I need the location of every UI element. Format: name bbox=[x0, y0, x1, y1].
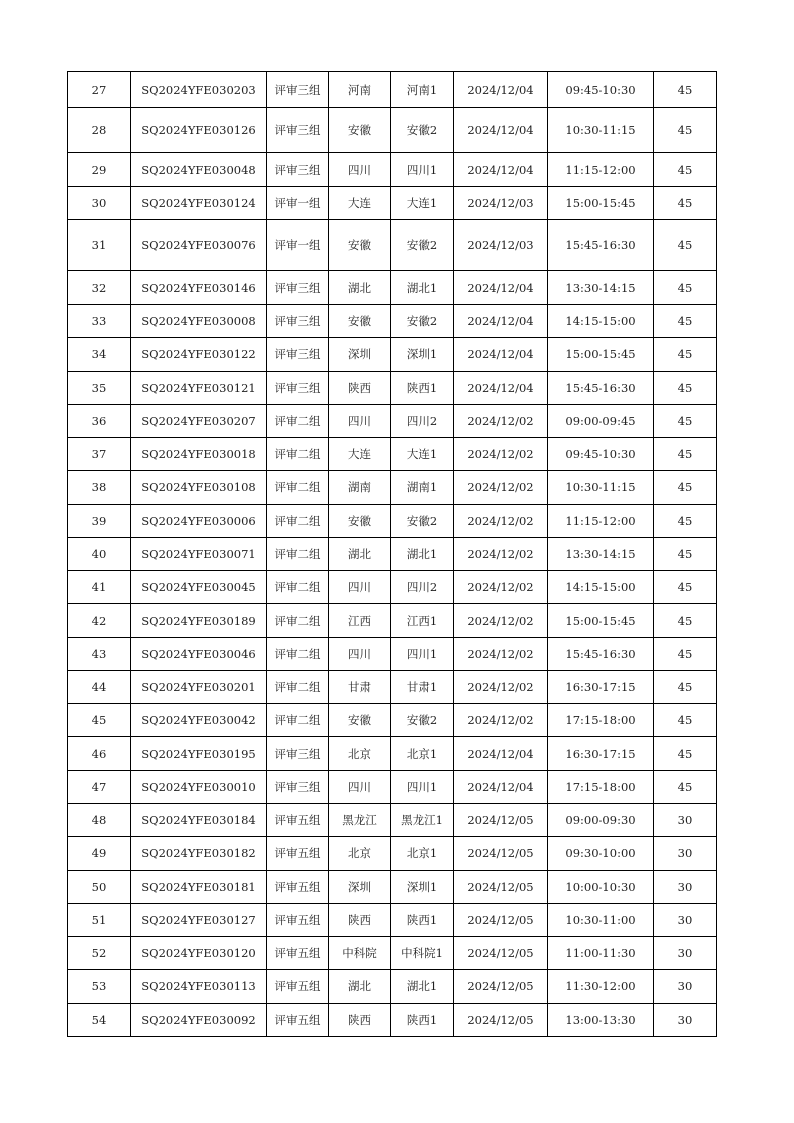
duration-minutes-cell: 45 bbox=[654, 438, 717, 471]
review-group-cell: 评审二组 bbox=[267, 438, 329, 471]
region-slot-cell: 湖北1 bbox=[391, 271, 454, 305]
project-id-cell: SQ2024YFE030203 bbox=[131, 72, 267, 108]
duration-minutes-cell: 30 bbox=[654, 937, 717, 970]
table-row bbox=[68, 970, 717, 1003]
duration-minutes-cell: 45 bbox=[654, 471, 717, 504]
region-slot-cell: 陕西1 bbox=[391, 371, 454, 404]
project-id-cell: SQ2024YFE030184 bbox=[131, 803, 267, 836]
review-group-cell: 评审三组 bbox=[267, 153, 329, 187]
review-date-cell: 2024/12/03 bbox=[454, 187, 548, 220]
table-row bbox=[68, 803, 717, 836]
review-date-cell: 2024/12/02 bbox=[454, 571, 548, 604]
table-row bbox=[68, 837, 717, 870]
region-cell: 安徽 bbox=[329, 108, 391, 153]
table-row bbox=[68, 937, 717, 970]
region-cell: 陕西 bbox=[329, 903, 391, 936]
region-slot-cell: 陕西1 bbox=[391, 903, 454, 936]
time-slot-cell: 15:00-15:45 bbox=[548, 338, 654, 371]
time-slot-cell: 09:00-09:45 bbox=[548, 404, 654, 437]
table-row bbox=[68, 604, 717, 637]
time-slot-cell: 10:30-11:15 bbox=[548, 108, 654, 153]
table-row bbox=[68, 305, 717, 338]
table-row bbox=[68, 438, 717, 471]
region-cell: 湖北 bbox=[329, 271, 391, 305]
region-slot-cell: 安徽2 bbox=[391, 704, 454, 737]
region-slot-cell: 安徽2 bbox=[391, 108, 454, 153]
review-group-cell: 评审二组 bbox=[267, 604, 329, 637]
review-group-cell: 评审三组 bbox=[267, 271, 329, 305]
review-group-cell: 评审二组 bbox=[267, 637, 329, 670]
region-cell: 深圳 bbox=[329, 338, 391, 371]
project-id-cell: SQ2024YFE030121 bbox=[131, 371, 267, 404]
region-slot-cell: 北京1 bbox=[391, 737, 454, 770]
time-slot-cell: 11:30-12:00 bbox=[548, 970, 654, 1003]
table-row bbox=[68, 220, 717, 271]
project-id-cell: SQ2024YFE030124 bbox=[131, 187, 267, 220]
region-cell: 大连 bbox=[329, 187, 391, 220]
review-group-cell: 评审五组 bbox=[267, 803, 329, 836]
time-slot-cell: 09:30-10:00 bbox=[548, 837, 654, 870]
review-group-cell: 评审二组 bbox=[267, 704, 329, 737]
region-cell: 安徽 bbox=[329, 504, 391, 537]
schedule-table bbox=[67, 71, 717, 1037]
region-cell: 陕西 bbox=[329, 371, 391, 404]
table-row bbox=[68, 704, 717, 737]
review-date-cell: 2024/12/05 bbox=[454, 970, 548, 1003]
time-slot-cell: 15:45-16:30 bbox=[548, 220, 654, 271]
review-date-cell: 2024/12/05 bbox=[454, 1003, 548, 1036]
region-slot-cell: 安徽2 bbox=[391, 504, 454, 537]
duration-minutes-cell: 45 bbox=[654, 504, 717, 537]
duration-minutes-cell: 45 bbox=[654, 571, 717, 604]
time-slot-cell: 13:30-14:15 bbox=[548, 537, 654, 570]
review-group-cell: 评审二组 bbox=[267, 670, 329, 703]
region-slot-cell: 深圳1 bbox=[391, 338, 454, 371]
review-group-cell: 评审三组 bbox=[267, 305, 329, 338]
duration-minutes-cell: 30 bbox=[654, 903, 717, 936]
region-slot-cell: 甘肃1 bbox=[391, 670, 454, 703]
duration-minutes-cell: 45 bbox=[654, 371, 717, 404]
table-row bbox=[68, 153, 717, 187]
review-group-cell: 评审五组 bbox=[267, 1003, 329, 1036]
region-slot-cell: 四川2 bbox=[391, 571, 454, 604]
region-cell: 安徽 bbox=[329, 704, 391, 737]
review-group-cell: 评审五组 bbox=[267, 903, 329, 936]
review-date-cell: 2024/12/04 bbox=[454, 305, 548, 338]
region-cell: 安徽 bbox=[329, 220, 391, 271]
project-id-cell: SQ2024YFE030120 bbox=[131, 937, 267, 970]
region-cell: 北京 bbox=[329, 837, 391, 870]
region-slot-cell: 四川1 bbox=[391, 770, 454, 803]
duration-minutes-cell: 45 bbox=[654, 153, 717, 187]
duration-minutes-cell: 30 bbox=[654, 970, 717, 1003]
row-number-cell: 41 bbox=[68, 571, 131, 604]
region-slot-cell: 大连1 bbox=[391, 187, 454, 220]
table-row bbox=[68, 271, 717, 305]
time-slot-cell: 11:00-11:30 bbox=[548, 937, 654, 970]
project-id-cell: SQ2024YFE030127 bbox=[131, 903, 267, 936]
table-row bbox=[68, 903, 717, 936]
duration-minutes-cell: 45 bbox=[654, 537, 717, 570]
review-date-cell: 2024/12/02 bbox=[454, 537, 548, 570]
time-slot-cell: 17:15-18:00 bbox=[548, 704, 654, 737]
review-date-cell: 2024/12/04 bbox=[454, 153, 548, 187]
duration-minutes-cell: 45 bbox=[654, 604, 717, 637]
project-id-cell: SQ2024YFE030126 bbox=[131, 108, 267, 153]
review-group-cell: 评审五组 bbox=[267, 837, 329, 870]
row-number-cell: 42 bbox=[68, 604, 131, 637]
review-date-cell: 2024/12/05 bbox=[454, 937, 548, 970]
review-group-cell: 评审五组 bbox=[267, 970, 329, 1003]
review-date-cell: 2024/12/05 bbox=[454, 837, 548, 870]
time-slot-cell: 09:45-10:30 bbox=[548, 438, 654, 471]
region-cell: 四川 bbox=[329, 404, 391, 437]
project-id-cell: SQ2024YFE030092 bbox=[131, 1003, 267, 1036]
time-slot-cell: 15:00-15:45 bbox=[548, 604, 654, 637]
time-slot-cell: 16:30-17:15 bbox=[548, 670, 654, 703]
row-number-cell: 54 bbox=[68, 1003, 131, 1036]
duration-minutes-cell: 30 bbox=[654, 870, 717, 903]
time-slot-cell: 09:45-10:30 bbox=[548, 72, 654, 108]
project-id-cell: SQ2024YFE030189 bbox=[131, 604, 267, 637]
row-number-cell: 34 bbox=[68, 338, 131, 371]
region-cell: 大连 bbox=[329, 438, 391, 471]
region-slot-cell: 中科院1 bbox=[391, 937, 454, 970]
review-group-cell: 评审二组 bbox=[267, 537, 329, 570]
time-slot-cell: 14:15-15:00 bbox=[548, 305, 654, 338]
row-number-cell: 36 bbox=[68, 404, 131, 437]
table-row bbox=[68, 571, 717, 604]
region-slot-cell: 湖北1 bbox=[391, 970, 454, 1003]
row-number-cell: 35 bbox=[68, 371, 131, 404]
project-id-cell: SQ2024YFE030008 bbox=[131, 305, 267, 338]
region-slot-cell: 北京1 bbox=[391, 837, 454, 870]
review-date-cell: 2024/12/05 bbox=[454, 803, 548, 836]
review-date-cell: 2024/12/02 bbox=[454, 438, 548, 471]
review-date-cell: 2024/12/04 bbox=[454, 371, 548, 404]
region-cell: 湖南 bbox=[329, 471, 391, 504]
review-group-cell: 评审三组 bbox=[267, 371, 329, 404]
review-group-cell: 评审三组 bbox=[267, 72, 329, 108]
row-number-cell: 43 bbox=[68, 637, 131, 670]
project-id-cell: SQ2024YFE030046 bbox=[131, 637, 267, 670]
region-cell: 黑龙江 bbox=[329, 803, 391, 836]
row-number-cell: 50 bbox=[68, 870, 131, 903]
time-slot-cell: 17:15-18:00 bbox=[548, 770, 654, 803]
table-row bbox=[68, 72, 717, 108]
duration-minutes-cell: 45 bbox=[654, 271, 717, 305]
time-slot-cell: 15:45-16:30 bbox=[548, 371, 654, 404]
row-number-cell: 31 bbox=[68, 220, 131, 271]
time-slot-cell: 14:15-15:00 bbox=[548, 571, 654, 604]
review-group-cell: 评审三组 bbox=[267, 737, 329, 770]
region-cell: 深圳 bbox=[329, 870, 391, 903]
region-slot-cell: 安徽2 bbox=[391, 220, 454, 271]
project-id-cell: SQ2024YFE030195 bbox=[131, 737, 267, 770]
table-row bbox=[68, 504, 717, 537]
row-number-cell: 27 bbox=[68, 72, 131, 108]
review-date-cell: 2024/12/05 bbox=[454, 903, 548, 936]
duration-minutes-cell: 30 bbox=[654, 803, 717, 836]
review-date-cell: 2024/12/02 bbox=[454, 704, 548, 737]
project-id-cell: SQ2024YFE030201 bbox=[131, 670, 267, 703]
duration-minutes-cell: 45 bbox=[654, 305, 717, 338]
row-number-cell: 29 bbox=[68, 153, 131, 187]
time-slot-cell: 10:30-11:15 bbox=[548, 471, 654, 504]
row-number-cell: 53 bbox=[68, 970, 131, 1003]
duration-minutes-cell: 45 bbox=[654, 404, 717, 437]
region-slot-cell: 陕西1 bbox=[391, 1003, 454, 1036]
duration-minutes-cell: 30 bbox=[654, 837, 717, 870]
region-cell: 北京 bbox=[329, 737, 391, 770]
time-slot-cell: 11:15-12:00 bbox=[548, 504, 654, 537]
table-row bbox=[68, 187, 717, 220]
row-number-cell: 40 bbox=[68, 537, 131, 570]
time-slot-cell: 15:45-16:30 bbox=[548, 637, 654, 670]
review-date-cell: 2024/12/03 bbox=[454, 220, 548, 271]
table-row bbox=[68, 404, 717, 437]
row-number-cell: 32 bbox=[68, 271, 131, 305]
duration-minutes-cell: 45 bbox=[654, 670, 717, 703]
table-row bbox=[68, 1003, 717, 1036]
region-slot-cell: 湖北1 bbox=[391, 537, 454, 570]
table-row bbox=[68, 670, 717, 703]
project-id-cell: SQ2024YFE030181 bbox=[131, 870, 267, 903]
row-number-cell: 39 bbox=[68, 504, 131, 537]
table-row bbox=[68, 338, 717, 371]
project-id-cell: SQ2024YFE030010 bbox=[131, 770, 267, 803]
review-group-cell: 评审五组 bbox=[267, 870, 329, 903]
project-id-cell: SQ2024YFE030045 bbox=[131, 571, 267, 604]
review-date-cell: 2024/12/04 bbox=[454, 737, 548, 770]
project-id-cell: SQ2024YFE030076 bbox=[131, 220, 267, 271]
table-row bbox=[68, 537, 717, 570]
region-slot-cell: 湖南1 bbox=[391, 471, 454, 504]
review-group-cell: 评审三组 bbox=[267, 770, 329, 803]
project-id-cell: SQ2024YFE030122 bbox=[131, 338, 267, 371]
table-row bbox=[68, 637, 717, 670]
row-number-cell: 49 bbox=[68, 837, 131, 870]
time-slot-cell: 10:30-11:00 bbox=[548, 903, 654, 936]
review-date-cell: 2024/12/04 bbox=[454, 108, 548, 153]
review-date-cell: 2024/12/02 bbox=[454, 604, 548, 637]
region-cell: 江西 bbox=[329, 604, 391, 637]
table-row bbox=[68, 737, 717, 770]
project-id-cell: SQ2024YFE030182 bbox=[131, 837, 267, 870]
time-slot-cell: 09:00-09:30 bbox=[548, 803, 654, 836]
duration-minutes-cell: 30 bbox=[654, 1003, 717, 1036]
row-number-cell: 44 bbox=[68, 670, 131, 703]
review-date-cell: 2024/12/04 bbox=[454, 271, 548, 305]
region-cell: 陕西 bbox=[329, 1003, 391, 1036]
review-date-cell: 2024/12/02 bbox=[454, 670, 548, 703]
region-cell: 中科院 bbox=[329, 937, 391, 970]
row-number-cell: 48 bbox=[68, 803, 131, 836]
time-slot-cell: 13:00-13:30 bbox=[548, 1003, 654, 1036]
review-group-cell: 评审一组 bbox=[267, 220, 329, 271]
duration-minutes-cell: 45 bbox=[654, 108, 717, 153]
row-number-cell: 28 bbox=[68, 108, 131, 153]
project-id-cell: SQ2024YFE030146 bbox=[131, 271, 267, 305]
region-cell: 湖北 bbox=[329, 537, 391, 570]
duration-minutes-cell: 45 bbox=[654, 187, 717, 220]
duration-minutes-cell: 45 bbox=[654, 338, 717, 371]
review-group-cell: 评审三组 bbox=[267, 108, 329, 153]
region-slot-cell: 四川2 bbox=[391, 404, 454, 437]
project-id-cell: SQ2024YFE030006 bbox=[131, 504, 267, 537]
time-slot-cell: 16:30-17:15 bbox=[548, 737, 654, 770]
region-slot-cell: 江西1 bbox=[391, 604, 454, 637]
review-group-cell: 评审二组 bbox=[267, 504, 329, 537]
region-cell: 四川 bbox=[329, 770, 391, 803]
project-id-cell: SQ2024YFE030207 bbox=[131, 404, 267, 437]
review-date-cell: 2024/12/02 bbox=[454, 471, 548, 504]
review-date-cell: 2024/12/02 bbox=[454, 404, 548, 437]
region-cell: 湖北 bbox=[329, 970, 391, 1003]
project-id-cell: SQ2024YFE030048 bbox=[131, 153, 267, 187]
duration-minutes-cell: 45 bbox=[654, 737, 717, 770]
review-group-cell: 评审五组 bbox=[267, 937, 329, 970]
region-slot-cell: 大连1 bbox=[391, 438, 454, 471]
region-slot-cell: 四川1 bbox=[391, 153, 454, 187]
region-slot-cell: 安徽2 bbox=[391, 305, 454, 338]
region-cell: 四川 bbox=[329, 637, 391, 670]
row-number-cell: 47 bbox=[68, 770, 131, 803]
row-number-cell: 37 bbox=[68, 438, 131, 471]
review-group-cell: 评审三组 bbox=[267, 338, 329, 371]
region-slot-cell: 黑龙江1 bbox=[391, 803, 454, 836]
duration-minutes-cell: 45 bbox=[654, 220, 717, 271]
region-slot-cell: 深圳1 bbox=[391, 870, 454, 903]
row-number-cell: 51 bbox=[68, 903, 131, 936]
duration-minutes-cell: 45 bbox=[654, 770, 717, 803]
row-number-cell: 30 bbox=[68, 187, 131, 220]
row-number-cell: 45 bbox=[68, 704, 131, 737]
table-row bbox=[68, 870, 717, 903]
time-slot-cell: 10:00-10:30 bbox=[548, 870, 654, 903]
review-group-cell: 评审二组 bbox=[267, 471, 329, 504]
review-group-cell: 评审二组 bbox=[267, 404, 329, 437]
project-id-cell: SQ2024YFE030113 bbox=[131, 970, 267, 1003]
region-slot-cell: 河南1 bbox=[391, 72, 454, 108]
time-slot-cell: 15:00-15:45 bbox=[548, 187, 654, 220]
time-slot-cell: 13:30-14:15 bbox=[548, 271, 654, 305]
region-cell: 安徽 bbox=[329, 305, 391, 338]
row-number-cell: 38 bbox=[68, 471, 131, 504]
duration-minutes-cell: 45 bbox=[654, 704, 717, 737]
row-number-cell: 52 bbox=[68, 937, 131, 970]
project-id-cell: SQ2024YFE030042 bbox=[131, 704, 267, 737]
region-cell: 四川 bbox=[329, 571, 391, 604]
table-row bbox=[68, 108, 717, 153]
row-number-cell: 46 bbox=[68, 737, 131, 770]
table-row bbox=[68, 471, 717, 504]
review-date-cell: 2024/12/04 bbox=[454, 770, 548, 803]
region-cell: 四川 bbox=[329, 153, 391, 187]
review-date-cell: 2024/12/04 bbox=[454, 72, 548, 108]
review-date-cell: 2024/12/02 bbox=[454, 637, 548, 670]
table-body bbox=[68, 72, 717, 1037]
row-number-cell: 33 bbox=[68, 305, 131, 338]
project-id-cell: SQ2024YFE030108 bbox=[131, 471, 267, 504]
table-row bbox=[68, 371, 717, 404]
duration-minutes-cell: 45 bbox=[654, 72, 717, 108]
review-date-cell: 2024/12/05 bbox=[454, 870, 548, 903]
duration-minutes-cell: 45 bbox=[654, 637, 717, 670]
region-slot-cell: 四川1 bbox=[391, 637, 454, 670]
review-date-cell: 2024/12/02 bbox=[454, 504, 548, 537]
review-date-cell: 2024/12/04 bbox=[454, 338, 548, 371]
review-group-cell: 评审二组 bbox=[267, 571, 329, 604]
time-slot-cell: 11:15-12:00 bbox=[548, 153, 654, 187]
project-id-cell: SQ2024YFE030071 bbox=[131, 537, 267, 570]
project-id-cell: SQ2024YFE030018 bbox=[131, 438, 267, 471]
region-cell: 河南 bbox=[329, 72, 391, 108]
table-row bbox=[68, 770, 717, 803]
review-group-cell: 评审一组 bbox=[267, 187, 329, 220]
region-cell: 甘肃 bbox=[329, 670, 391, 703]
